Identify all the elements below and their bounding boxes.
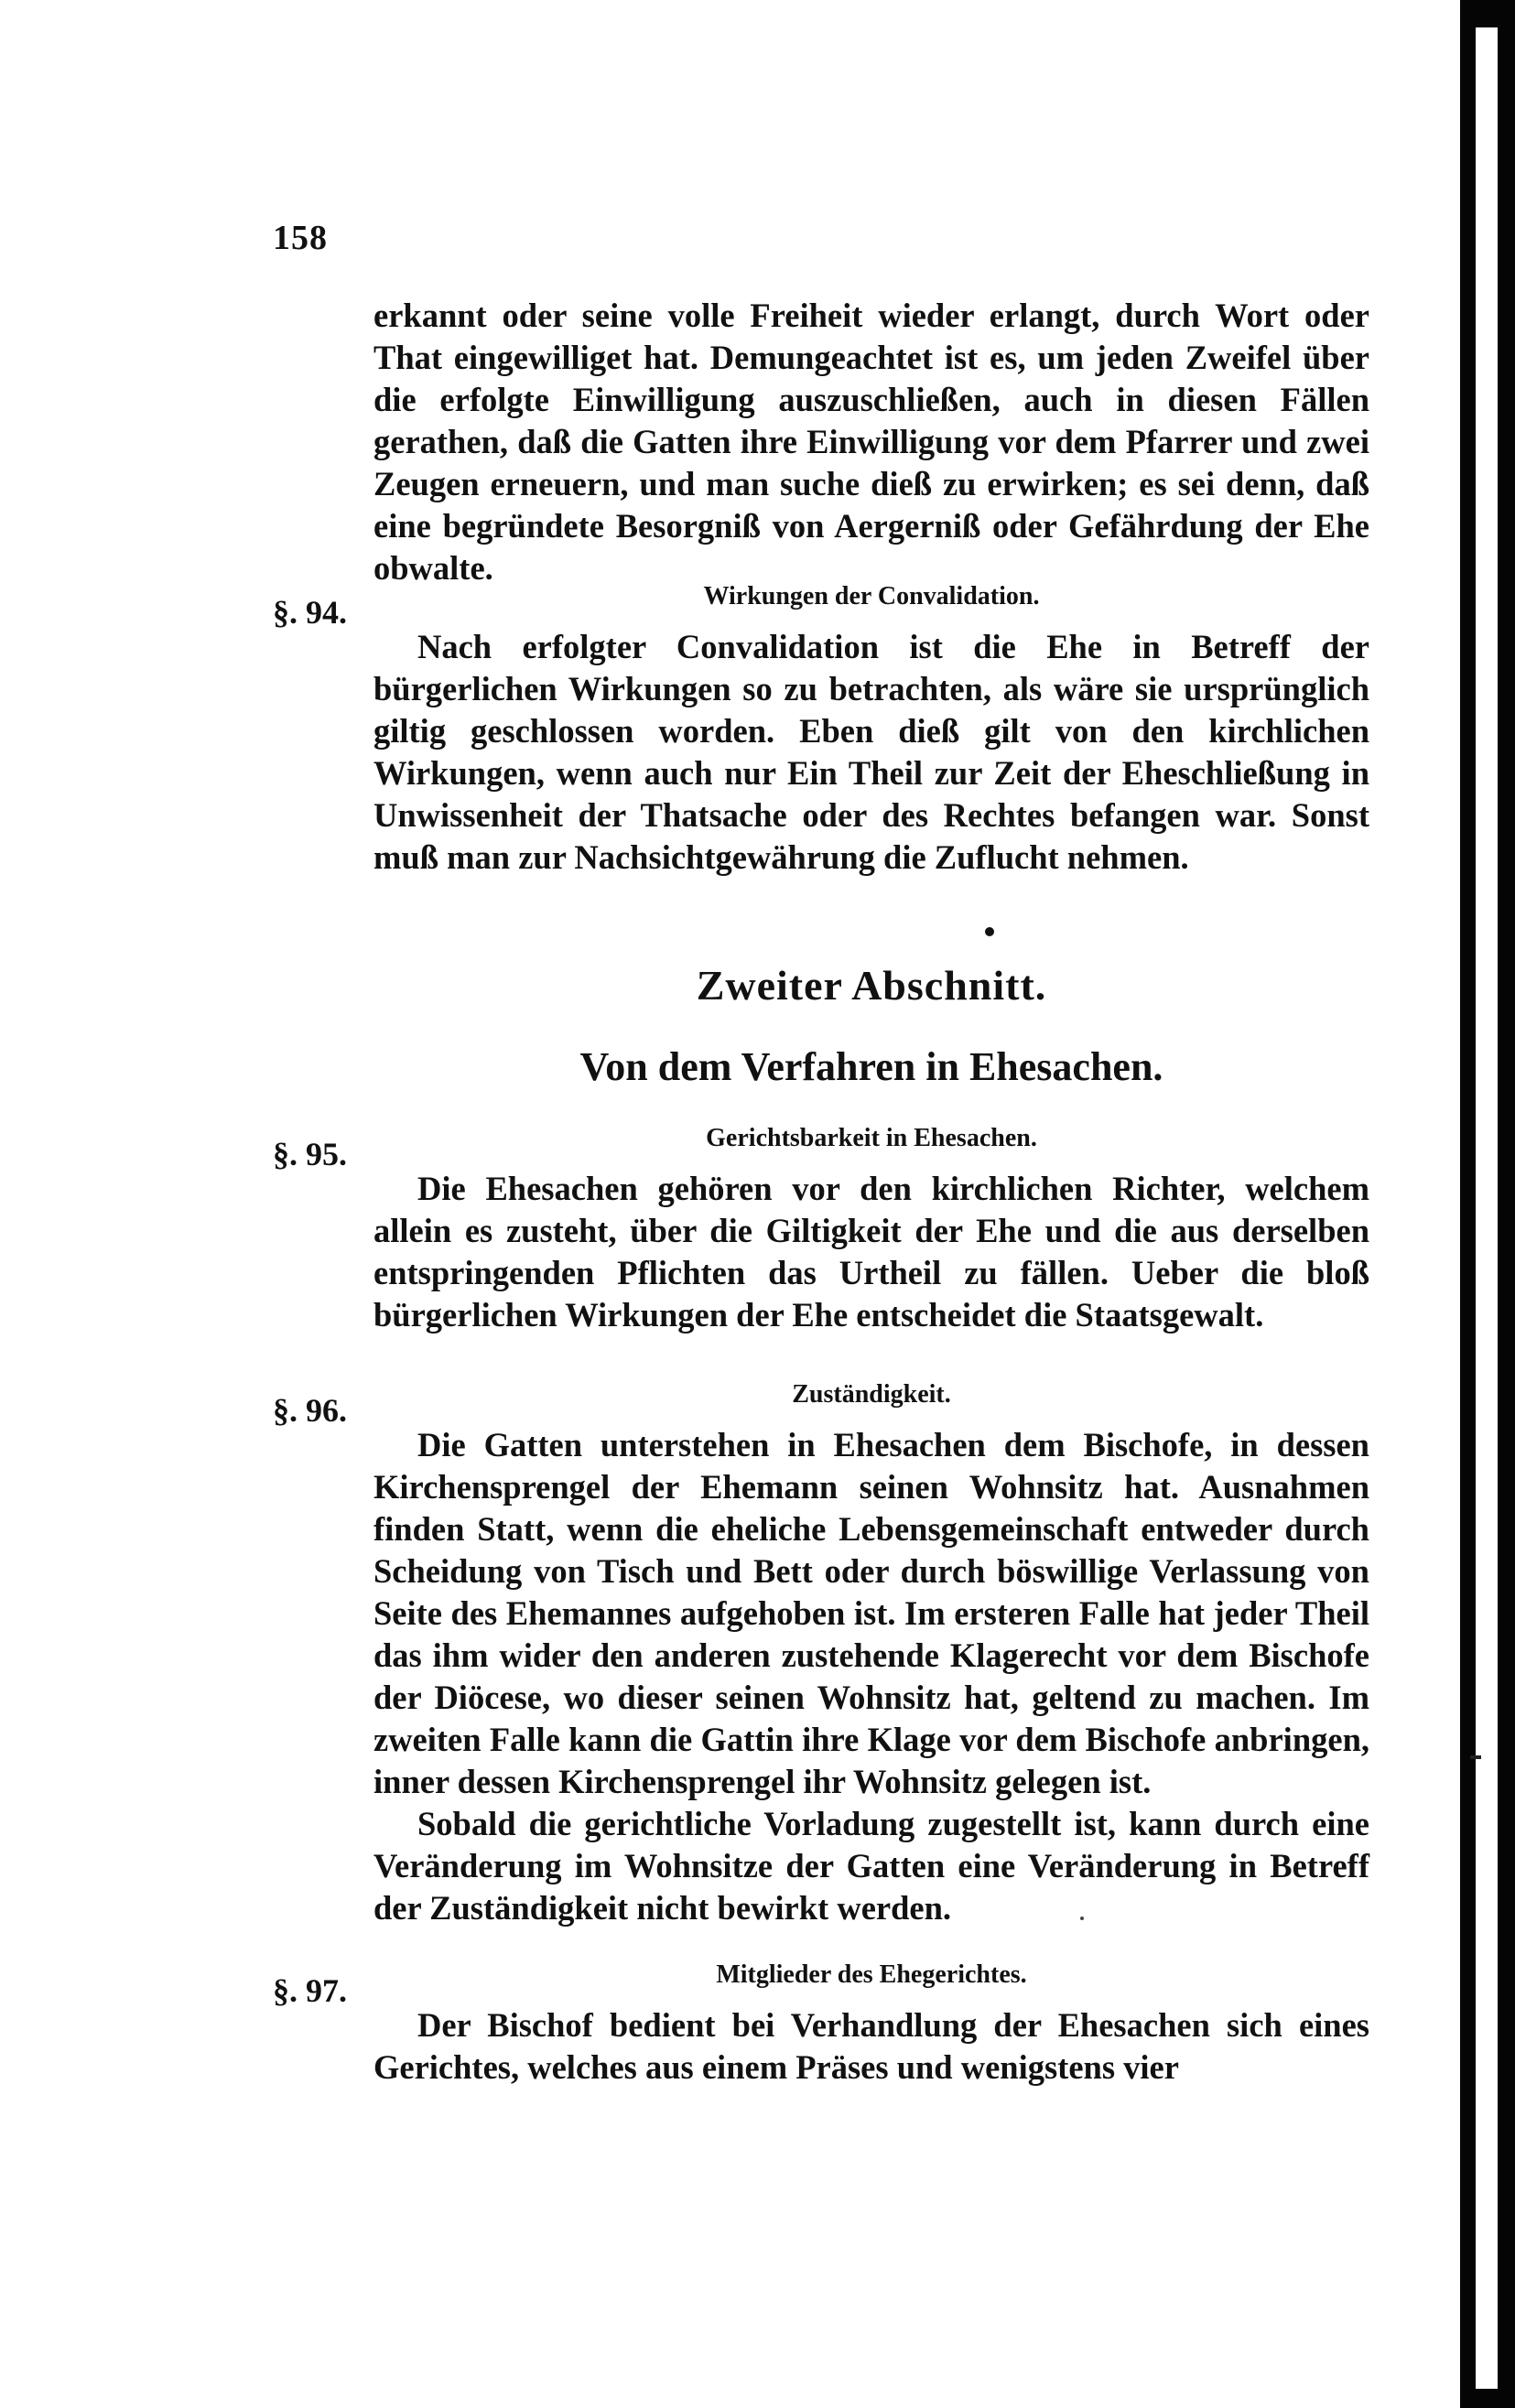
- section-95-paragraph: Die Ehesachen gehören vor den kirchlichen Richter, welchem allein es zusteht, über die Giltigkeit der Ehe und die aus derselben entspringenden Pflichten das Urtheil zu fällen. Ueber die bloß bürgerlichen Wirkungen der Ehe entscheidet die Staatsgewalt.: [373, 1170, 1369, 1334]
- section-96-paragraph: Die Gatten unterstehen in Ehesachen dem Bischofe, in dessen Kirchensprengel der Ehemann seinen Wohnsitz hat. Ausnahmen finden Statt, wenn die eheliche Lebensgemeinschaft entweder durch Scheidung von Tisch und Bett oder durch böswillige Verlassung von Seite des Ehemannes aufgehoben ist. Im ersteren Falle hat jeder Theil das ihm wider den anderen zustehende Klagerecht vor dem Bischofe der Diöcese, wo dieser seinen Wohnsitz hat, geltend zu machen. Im zweiten Falle kann die Gattin ihre Klage vor dem Bischofe anbringen, inner dessen Kirchensprengel ihr Wohnsitz gelegen ist.: [373, 1426, 1369, 1800]
- page-number: 158: [273, 219, 328, 257]
- facing-page-strip: [1476, 27, 1498, 2389]
- part-title: Zweiter Abschnitt.: [696, 962, 1047, 1009]
- section-97-paragraph: Der Bischof bedient bei Verhandlung der Ehesachen sich eines Gerichtes, welches aus einem Präses und wenigstens vier: [373, 2006, 1369, 2086]
- section-heading: Wirkungen der Convalidation.: [703, 582, 1040, 610]
- section-96-body: [373, 1424, 1369, 1929]
- section-number: §. 96.: [273, 1392, 347, 1429]
- section-heading: Zuständigkeit.: [792, 1380, 951, 1409]
- decorative-dot: [985, 927, 994, 936]
- continuation-paragraph: erkannt oder seine volle Freiheit wieder erlangt, durch Wort oder That eingewilliget hat. Demungeachtet ist es, um jeden Zweifel über die erfolgte Einwilligung auszuschließen, auch in diesen Fällen gerathen, daß die Gatten ihre Einwilligung vor dem Pfarrer und zwei Zeugen erneuern, und man suche dieß zu erwirken; es sei denn, daß eine begründete Besorgniß von Aergerniß oder Gefährdung der Ehe obwalte.: [373, 297, 1369, 587]
- part-subtitle: Von dem Verfahren in Ehesachen.: [579, 1044, 1163, 1089]
- section-number: §. 97.: [273, 1972, 347, 2009]
- edge-mark: [1470, 1755, 1481, 1759]
- section-heading: Mitglieder des Ehegerichtes.: [716, 1960, 1027, 1989]
- section-96-paragraph: Sobald die gerichtliche Vorladung zugestellt ist, kann durch eine Veränderung im Wohnsitze der Gatten eine Veränderung in Betreff der Zuständigkeit nicht bewirkt werden.: [373, 1805, 1369, 1927]
- section-number: §. 94.: [273, 594, 347, 631]
- speck-mark: [1080, 1917, 1084, 1920]
- section-number: §. 95.: [273, 1136, 347, 1172]
- section-94-header: [273, 582, 1369, 631]
- section-95-header: [273, 1124, 1369, 1172]
- section-96-header: [273, 1380, 1369, 1429]
- section-heading: Gerichtsbarkeit in Ehesachen.: [706, 1124, 1037, 1152]
- section-94-paragraph: Nach erfolgter Convalidation ist die Ehe in Betreff der bürgerlichen Wirkungen so zu betrachten, als wäre sie ursprünglich giltig geschlossen worden. Eben dieß gilt von den kirchlichen Wirkungen, wenn auch nur Ein Theil zur Zeit der Eheschließung in Unwissenheit der Thatsache oder des Rechtes befangen war. Sonst muß man zur Nachsichtgewährung die Zuflucht nehmen.: [373, 628, 1369, 876]
- section-97-header: [273, 1960, 1369, 2009]
